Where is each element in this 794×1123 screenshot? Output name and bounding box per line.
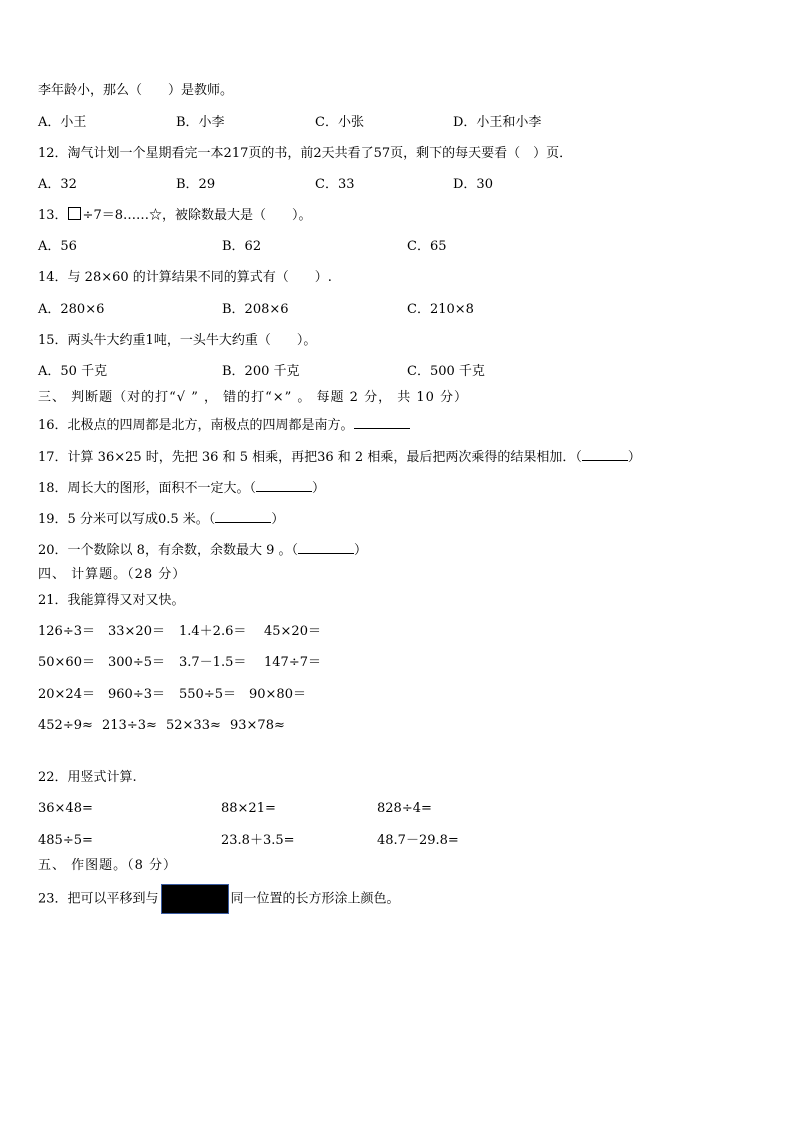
q12-option-c: C．33 [315, 177, 355, 192]
section-4-heading: 四、 计算题。（28 分） [38, 567, 187, 582]
calc-item: 23.8＋3.5= [221, 833, 295, 848]
calc-item: 52×33≈ [166, 718, 221, 733]
calc-item: 452÷9≈ [38, 718, 93, 733]
q16-line [38, 415, 410, 435]
q23-text: 23．把可以平移到与 [38, 891, 159, 907]
reference-rectangle [161, 884, 229, 914]
calc-item: 550÷5＝ [179, 687, 236, 702]
answer-blank[interactable] [298, 540, 354, 554]
q11-text: 李年龄小，那么（ ）是教师。 [38, 83, 234, 98]
section-5-heading: 五、 作图题。（8 分） [38, 858, 178, 873]
answer-blank[interactable] [256, 478, 312, 492]
q14-text: 14．与 28×60 的计算结果不同的算式有（ ）. [38, 270, 332, 285]
calc-item: 50×60＝ [38, 655, 95, 670]
q16-text: 16．北极点的四周都是北方，南极点的四周都是南方。 [38, 418, 354, 433]
q13-line [38, 207, 311, 225]
calc-item: 960÷3＝ [108, 687, 165, 702]
calc-item: 300÷5＝ [108, 655, 165, 670]
q11-option-c: C．小张 [315, 115, 364, 130]
q15-option-c: C．500 千克 [407, 364, 485, 379]
q22-text: 22．用竖式计算. [38, 770, 137, 785]
q13-option-c: C．65 [407, 239, 447, 254]
calc-item: 147÷7＝ [264, 655, 321, 670]
q14-option-b: B．208×6 [222, 302, 289, 317]
answer-blank[interactable] [215, 509, 271, 523]
calc-item: 3.7－1.5＝ [179, 655, 247, 670]
q19-line [38, 509, 284, 529]
q19-text: 19．5 分米可以写成0.5 米。（ [38, 512, 216, 527]
calc-item: 36×48= [38, 801, 93, 816]
q17-text: 17．计算 36×25 时，先把 36 和 5 相乘，再把36 和 2 相乘，最后把两次乘得的结果相加．（ [38, 450, 582, 465]
q13-number: 13． [38, 208, 68, 223]
q21-text: 21．我能算得又对又快。 [38, 593, 185, 608]
calc-item: 828÷4= [377, 801, 432, 816]
q20-line [38, 540, 367, 560]
calc-item: 213÷3≈ [102, 718, 157, 733]
calc-item: 90×80＝ [249, 687, 306, 702]
calc-item: 88×21= [221, 801, 276, 816]
q12-text: 12．淘气计划一个星期看完一本217页的书，前2天共看了57页，剩下的每天要看（ ）页． [38, 146, 573, 161]
section-3-heading: 三、 判断题（对的打“√ ” ， 错的打“×” 。 每题 2 分， 共 10 分） [38, 390, 469, 405]
calc-item: 45×20＝ [264, 624, 321, 639]
q12-option-a: A．32 [38, 177, 77, 192]
q11-option-a: A．小王 [38, 115, 87, 130]
q14-option-c: C．210×8 [407, 302, 474, 317]
q18-line [38, 478, 325, 498]
q15-text: 15．两头牛大约重1吨，一头牛大约重（ ）。 [38, 333, 317, 348]
q12-option-b: B．29 [176, 177, 216, 192]
calc-item: 20×24＝ [38, 687, 95, 702]
answer-blank[interactable] [354, 415, 410, 429]
q23-line [38, 884, 400, 914]
calc-item: 485÷5= [38, 833, 93, 848]
q11-option-d: D．小王和小李 [453, 115, 542, 130]
answer-blank[interactable] [582, 447, 628, 461]
q14-option-a: A．280×6 [38, 302, 105, 317]
q15-option-b: B．200 千克 [222, 364, 300, 379]
q17-close: ） [627, 450, 641, 465]
calc-item: 33×20＝ [108, 624, 165, 639]
calc-item: 126÷3＝ [38, 624, 95, 639]
q17-line [38, 447, 641, 467]
q18-text: 18．周长大的图形，面积不一定大。（ [38, 481, 257, 496]
q20-close: ） [353, 543, 367, 558]
q23-text-rest: 同一位置的长方形涂上颜色。 [230, 891, 400, 907]
q19-close: ） [271, 512, 285, 527]
calc-item: 93×78≈ [230, 718, 285, 733]
q13-option-a: A．56 [38, 239, 77, 254]
q13-option-b: B．62 [222, 239, 262, 254]
q12-option-d: D．30 [453, 177, 493, 192]
q20-text: 20．一个数除以 8，有余数，余数最大 9 。（ [38, 543, 298, 558]
square-placeholder-icon [68, 207, 81, 220]
q11-option-b: B．小李 [176, 115, 225, 130]
q13-text: ÷7＝8……☆，被除数最大是（ ）。 [82, 208, 312, 223]
calc-item: 1.4＋2.6＝ [179, 624, 247, 639]
q18-close: ） [312, 481, 326, 496]
calc-item: 48.7－29.8= [377, 833, 459, 848]
q15-option-a: A．50 千克 [38, 364, 108, 379]
